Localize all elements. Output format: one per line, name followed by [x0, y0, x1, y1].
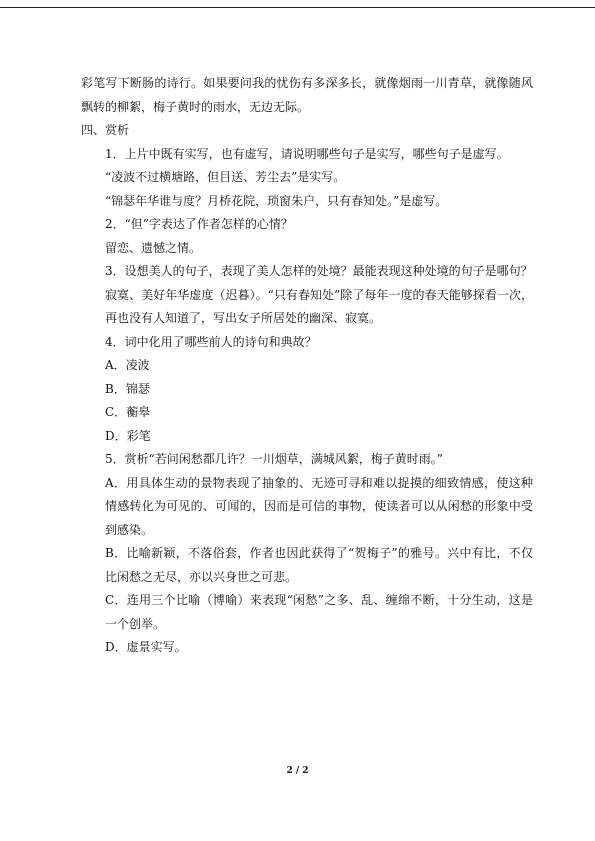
option-4a: A．凌波: [105, 358, 150, 372]
section-heading-appreciation: 四、赏析: [81, 123, 130, 137]
paragraph-continued-translation: 彩笔写下断肠的诗行。如果要问我的忧伤有多深多长，就像烟雨一川青草，就像随风飘转的柳絮，梅子黄时的雨水，无边无际。: [81, 76, 533, 114]
answer-5d: D．虚景实写。: [105, 640, 187, 654]
header-rule: [0, 7, 595, 8]
option-4b: B．锦瑟: [105, 381, 150, 396]
question-3: 3．设想美人的句子，表现了美人怎样的处境？最能表现这种处境的句子是哪句？: [105, 264, 533, 278]
question-5: 5．赏析“若问闲愁都几许？一川烟草，满城风絮，梅子黄时雨。”: [105, 452, 443, 466]
answer-1-virtual: “锦瑟年华谁与度？月桥花院，琐窗朱户，只有春知处。”是虚写。: [105, 193, 448, 208]
answer-1-real: “凌波不过横塘路，但目送、芳尘去”是实写。: [105, 170, 346, 184]
answer-5a: A．用具体生动的景物表现了抽象的、无迹可寻和难以捉摸的细致情感，使这种情感转化为可见的、可闻的，因而是可信的事物，使读者可以从闲愁的形象中受到感染。: [105, 475, 533, 537]
question-1: 1．上片中既有实写，也有虚写，请说明哪些句子是实写，哪些句子是虚写。: [105, 146, 509, 161]
option-4d: D．彩笔: [105, 428, 151, 443]
option-4c: C．蘅皋: [105, 405, 151, 419]
question-4: 4．词中化用了哪些前人的诗句和典故？: [105, 334, 317, 349]
answer-2: 留恋、遗憾之情。: [105, 240, 202, 255]
answer-5b: B．比喻新颖，不落俗套，作者也因此获得了“贺梅子”的雅号。兴中有比，不仅比闲愁之无尽，亦以兴身世之可悲。: [105, 546, 533, 584]
question-2: 2．“但”字表达了作者怎样的心情？: [105, 217, 293, 231]
answer-3: 寂寞、美好年华虚度（迟暮）。“只有春知处”除了每年一度的春天能够探看一次，再也没有人知道了，写出女子所居处的幽深、寂寞。: [105, 287, 533, 325]
page-number: 2 / 2: [286, 766, 309, 776]
answer-5c: C．连用三个比喻（博喻）来表现“闲愁”之多、乱、缠绵不断，十分生动，这是一个创举。: [105, 593, 533, 631]
document-body: [81, 72, 533, 660]
